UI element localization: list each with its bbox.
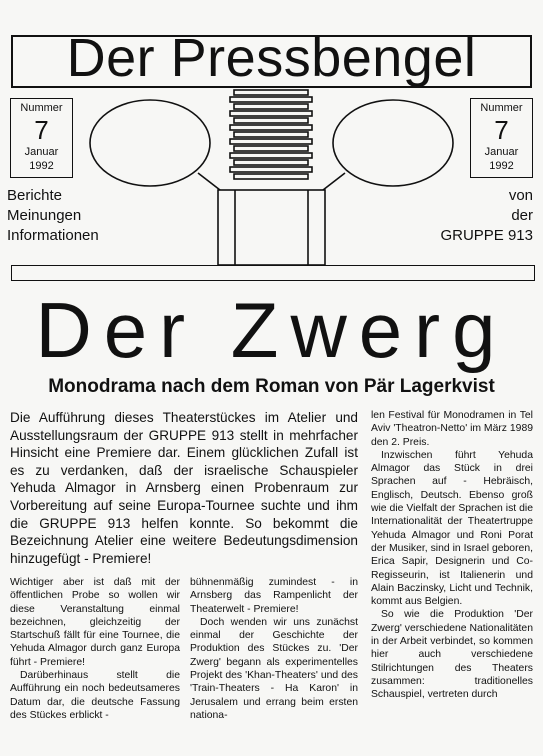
subheadline: Monodrama nach dem Roman von Pär Lagerkvist	[48, 376, 495, 397]
headline: Der Zwerg	[35, 286, 508, 374]
article-column-2	[190, 576, 358, 722]
paragraph: Inzwischen führt Yehuda Almagor das Stück in drei Sprachen auf - Hebräisch, Englisch, Deutsch. Ebenso groß wie die Vielfalt der Sprachen ist die Internationalität der Theatertruppe Yehuda Almagor und Roni Porat der Musiker, sind in Israel geboren, Erica Sapir, Designerin und Co-Regisseurin, ist Italienerin und Alain Baczinsky, Licht und Technik, kommt aus Belgien.	[371, 449, 533, 608]
printing-press-illustration	[70, 88, 473, 266]
article-column-1	[10, 576, 180, 722]
article-column-3	[371, 409, 533, 702]
paragraph: len Festival für Monodramen in Tel Aviv 'Theatron-Netto' im März 1989 den 2. Preis.	[371, 410, 534, 448]
tagline-line: GRUPPE 913	[440, 227, 533, 244]
issue-label: Nummer	[480, 102, 523, 114]
issue-month: Januar	[484, 146, 519, 158]
issue-label: Nummer	[20, 102, 63, 114]
masthead-title: Der Pressbengel	[66, 28, 477, 88]
tagline-left	[7, 186, 99, 246]
tagline-line: Meinungen	[7, 207, 82, 224]
paragraph: Wichtiger aber ist daß mit der öffentlichen Probe so wollen wir diese Veranstaltung einmal bezeichnen, gleichzeitig der Startschuß fällt für eine Tournee, die Yehuda Almagor durch ganz Europa führt - Premiere!	[10, 577, 180, 668]
lead-paragraph: Die Aufführung dieses Theaterstückes im Atelier und Ausstellungsraum der GRUPPE 913 stellt in mehrfacher Hinsicht eine Premiere dar. Einem glücklichen Zufall ist es zu verdanken, daß der israelische Schauspieler Yehuda Almagor in Arnsberg einen Probenraum zur Vorbereitung auf seine Europa-Tournee suchte und ihm die GRUPPE 913 helfen konnte. So bekommt die Bezeichnung Atelier eine weitere Bedeutungsdimension hinzugefügt - Premiere!	[10, 410, 358, 566]
paragraph: Doch wenden wir uns zunächst einmal der Geschichte der Produktion des Stückes zu. 'Der Zwerg' begann als experimentelles Projekt des 'Khan-Theaters' und des 'Train-Theaters - Ha Karon' in Jerusalem und errang beim ersten nationa-	[190, 616, 358, 721]
paragraph: bühnenmäßig zumindest - in Arnsberg das Rampenlicht der Theaterwelt - Premiere!	[190, 577, 358, 615]
masthead-bar	[11, 265, 535, 281]
paragraph: Darüberhinaus stellt die Aufführung ein noch bedeutsameres Datum dar, die deutsche Fassung des Stückes erblickt -	[10, 670, 180, 721]
issue-month: Januar	[24, 146, 59, 158]
issue-year: 1992	[489, 160, 514, 172]
tagline-line: von	[508, 187, 533, 204]
issue-number: 7	[34, 115, 49, 145]
issue-number: 7	[494, 115, 509, 145]
tagline-line: Berichte	[7, 187, 63, 204]
tagline-line: Informationen	[7, 227, 99, 244]
issue-box-left	[10, 98, 73, 178]
tagline-right	[440, 186, 533, 246]
issue-box-right	[470, 98, 533, 178]
tagline-line: der	[511, 207, 533, 224]
paragraph: So wie die Produktion 'Der Zwerg' verschiedene Nationalitäten in der Arbeit verbindet, so kommen hier auch verschiedene Stilrichtungen des Theaters zusammen: traditionelles Schauspiel, vertreten durch	[371, 609, 533, 701]
issue-year: 1992	[29, 160, 54, 172]
